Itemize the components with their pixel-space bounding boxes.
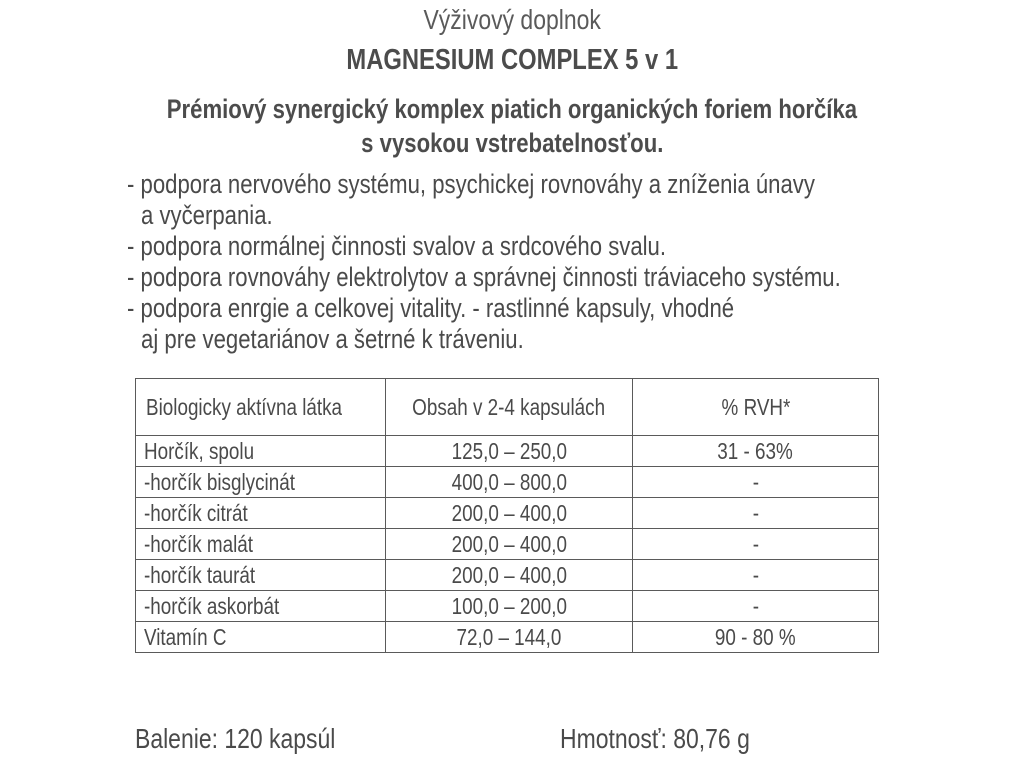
table-row — [136, 498, 879, 529]
benefit-line: aj pre vegetariánov a šetrné k tráveniu. — [141, 324, 524, 354]
product-category: Výživový doplnok — [423, 4, 601, 35]
substance-name: -horčík askorbát — [136, 591, 386, 622]
substance-amount: 100,0 – 200,0 — [386, 591, 633, 622]
table-row — [136, 560, 879, 591]
table-header-row — [136, 379, 879, 436]
substance-rvh: 90 - 80 % — [632, 622, 878, 653]
table-row — [136, 591, 879, 622]
substance-name: -horčík malát — [136, 529, 386, 560]
substance-rvh: - — [632, 467, 878, 498]
substance-amount: 200,0 – 400,0 — [386, 529, 633, 560]
substance-name: -horčík citrát — [136, 498, 386, 529]
benefit-line: - podpora enrgie a celkovej vitality. - rastlinné kapsuly, vhodné — [127, 293, 735, 323]
substance-name: Horčík, spolu — [136, 436, 386, 467]
substance-amount: 200,0 – 400,0 — [386, 498, 633, 529]
product-tagline — [0, 92, 1024, 160]
net-weight: Hmotnosť: 80,76 g — [560, 723, 750, 754]
substance-rvh: - — [632, 529, 878, 560]
substance-name: -horčík taurát — [136, 560, 386, 591]
substance-name: Vitamín C — [136, 622, 386, 653]
benefit-line: - podpora nervového systému, psychickej rovnováhy a zníženia únavy — [127, 169, 815, 199]
benefit-line: - podpora normálnej činnosti svalov a srdcového svalu. — [127, 231, 667, 261]
substance-rvh: - — [632, 498, 878, 529]
header-rvh: % RVH* — [632, 379, 878, 436]
benefits-list — [127, 169, 1007, 355]
tagline-line-1: Prémiový synergický komplex piatich organických foriem horčíka — [166, 94, 858, 124]
benefit-line: a vyčerpania. — [141, 200, 273, 230]
benefit-line: - podpora rovnováhy elektrolytov a správnej činnosti tráviaceho systému. — [127, 262, 841, 292]
nutrition-table — [135, 378, 879, 653]
substance-rvh: 31 - 63% — [632, 436, 878, 467]
substance-rvh: - — [632, 591, 878, 622]
table-row — [136, 467, 879, 498]
substance-name: -horčík bisglycinát — [136, 467, 386, 498]
package-size: Balenie: 120 kapsúl — [135, 723, 336, 754]
substance-amount: 72,0 – 144,0 — [386, 622, 633, 653]
product-title: MAGNESIUM COMPLEX 5 v 1 — [346, 44, 678, 76]
substance-amount: 125,0 – 250,0 — [386, 436, 633, 467]
table-row — [136, 529, 879, 560]
substance-amount: 400,0 – 800,0 — [386, 467, 633, 498]
tagline-line-2: s vysokou vstrebatelnosťou. — [360, 128, 664, 158]
substance-rvh: - — [632, 560, 878, 591]
table-row — [136, 436, 879, 467]
header-substance: Biologicky aktívna látka — [136, 379, 386, 436]
substance-amount: 200,0 – 400,0 — [386, 560, 633, 591]
table-row — [136, 622, 879, 653]
header-amount: Obsah v 2-4 kapsulách — [386, 379, 633, 436]
